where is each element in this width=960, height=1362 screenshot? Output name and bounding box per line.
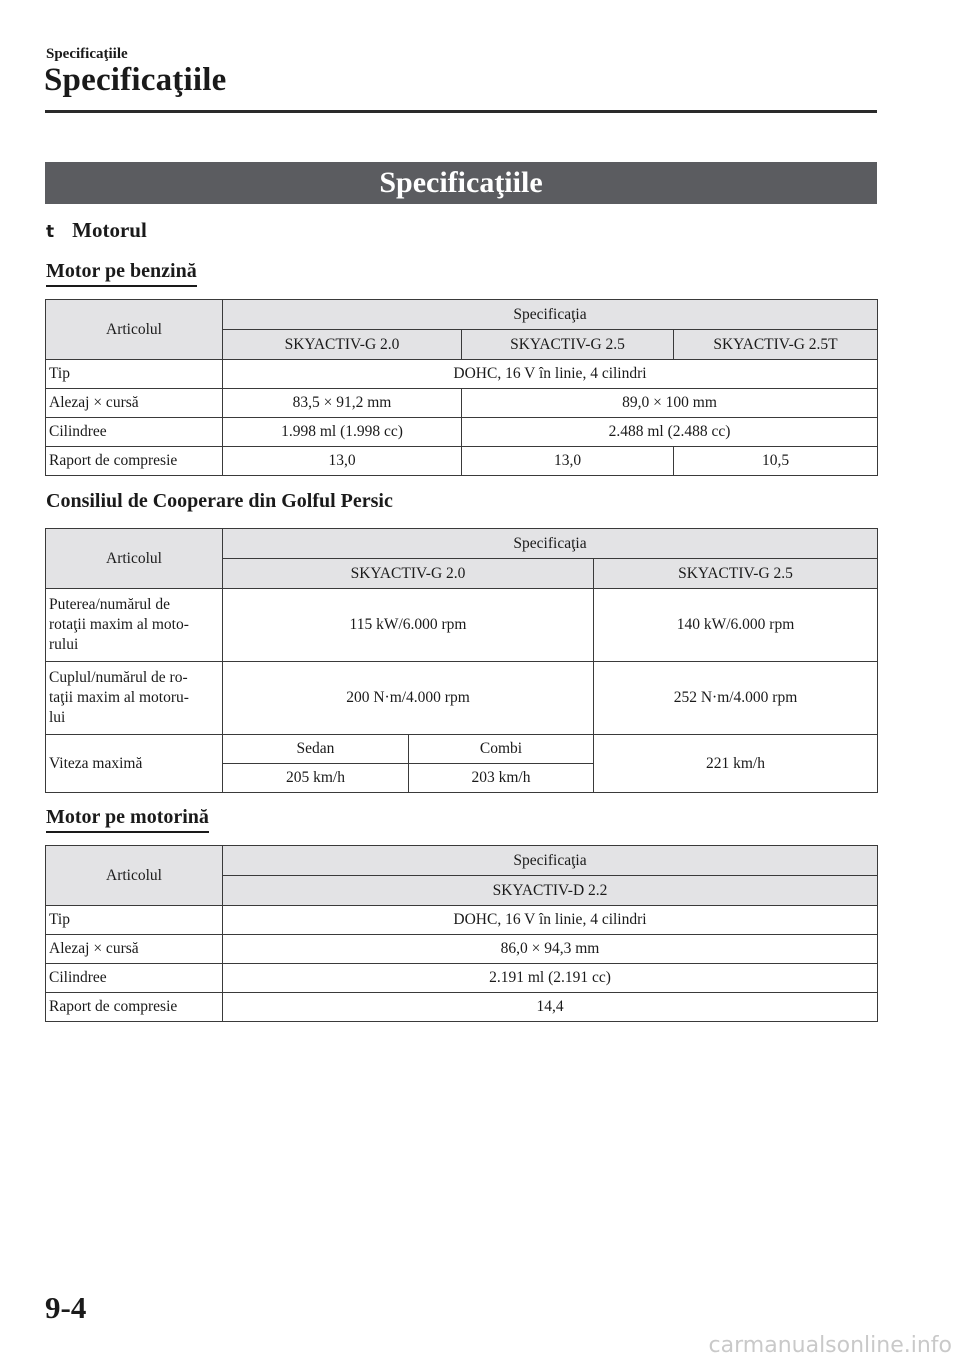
row-value: 115 kW/6.000 rpm	[223, 589, 594, 662]
row-value: 140 kW/6.000 rpm	[594, 589, 878, 662]
row-label: Tip	[46, 906, 223, 935]
diesel-heading: Motor pe motorină	[46, 806, 209, 833]
label-line: Puterea/numărul de	[49, 596, 170, 613]
row-label: Cilindree	[46, 418, 223, 447]
row-value: DOHC, 16 V în linie, 4 cilindri	[223, 906, 878, 935]
variant-header: SKYACTIV-G 2.0	[223, 559, 594, 589]
col-item-header: Articolul	[46, 300, 223, 360]
row-value: 13,0	[462, 447, 674, 476]
gcc-spec-table	[45, 528, 878, 793]
col-item-header: Articolul	[46, 529, 223, 589]
table-row	[46, 418, 878, 447]
col-item-header: Articolul	[46, 846, 223, 906]
row-value: 2.488 ml (2.488 cc)	[462, 418, 878, 447]
label-line: Cuplul/numărul de ro-	[49, 669, 188, 686]
row-label	[46, 589, 223, 662]
variant-header: SKYACTIV-G 2.5	[462, 330, 674, 360]
label-line: taţii maxim al motoru-	[49, 689, 189, 706]
row-value: 83,5 × 91,2 mm	[223, 389, 462, 418]
gcc-heading: Consiliul de Cooperare din Golful Persic	[46, 490, 393, 512]
variant-header: SKYACTIV-G 2.0	[223, 330, 462, 360]
row-value: 205 km/h	[223, 764, 409, 793]
section-heading	[46, 218, 147, 243]
sub-label: Sedan	[223, 735, 409, 764]
breadcrumb: Specificaţiile	[46, 46, 128, 62]
row-label: Raport de compresie	[46, 993, 223, 1022]
chapter-title: Specificaţiile	[44, 62, 227, 98]
section-title: Motorul	[72, 218, 147, 242]
label-line: rului	[49, 636, 79, 653]
row-value: 252 N·m/4.000 rpm	[594, 662, 878, 735]
table-row	[46, 389, 878, 418]
sub-label: Combi	[409, 735, 594, 764]
col-spec-header: Specificaţia	[223, 846, 878, 876]
row-value: 89,0 × 100 mm	[462, 389, 878, 418]
section-banner: Specificaţiile	[45, 162, 877, 204]
label-line: lui	[49, 709, 66, 726]
table-row	[46, 662, 878, 735]
row-label: Cilindree	[46, 964, 223, 993]
row-value: 86,0 × 94,3 mm	[223, 935, 878, 964]
table-row	[46, 906, 878, 935]
row-value: DOHC, 16 V în linie, 4 cilindri	[223, 360, 878, 389]
table-row	[46, 935, 878, 964]
variant-header: SKYACTIV-D 2.2	[223, 876, 878, 906]
table-row	[46, 447, 878, 476]
label-line: rotaţii maxim al moto-	[49, 616, 189, 633]
diesel-spec-table	[45, 845, 878, 1022]
table-row	[46, 360, 878, 389]
row-label	[46, 662, 223, 735]
row-value: 221 km/h	[594, 735, 878, 793]
variant-header: SKYACTIV-G 2.5	[594, 559, 878, 589]
row-value: 1.998 ml (1.998 cc)	[223, 418, 462, 447]
row-label: Viteza maximă	[46, 735, 223, 793]
watermark: carmanualsonline.info	[708, 1333, 952, 1358]
table-row	[46, 993, 878, 1022]
table-row	[46, 735, 878, 764]
row-value: 13,0	[223, 447, 462, 476]
row-value: 200 N·m/4.000 rpm	[223, 662, 594, 735]
col-spec-header: Specificaţia	[223, 300, 878, 330]
row-label: Raport de compresie	[46, 447, 223, 476]
petrol-spec-table	[45, 299, 878, 476]
table-row	[46, 964, 878, 993]
petrol-heading: Motor pe benzină	[46, 260, 197, 287]
row-label: Alezaj × cursă	[46, 935, 223, 964]
table-row	[46, 589, 878, 662]
row-value: 2.191 ml (2.191 cc)	[223, 964, 878, 993]
row-value: 14,4	[223, 993, 878, 1022]
row-value: 10,5	[674, 447, 878, 476]
col-spec-header: Specificaţia	[223, 529, 878, 559]
row-label: Tip	[46, 360, 223, 389]
header-divider	[45, 110, 877, 113]
row-value: 203 km/h	[409, 764, 594, 793]
bullet-glyph: t	[46, 222, 55, 242]
variant-header: SKYACTIV-G 2.5T	[674, 330, 878, 360]
page-number: 9-4	[45, 1290, 87, 1325]
row-label: Alezaj × cursă	[46, 389, 223, 418]
